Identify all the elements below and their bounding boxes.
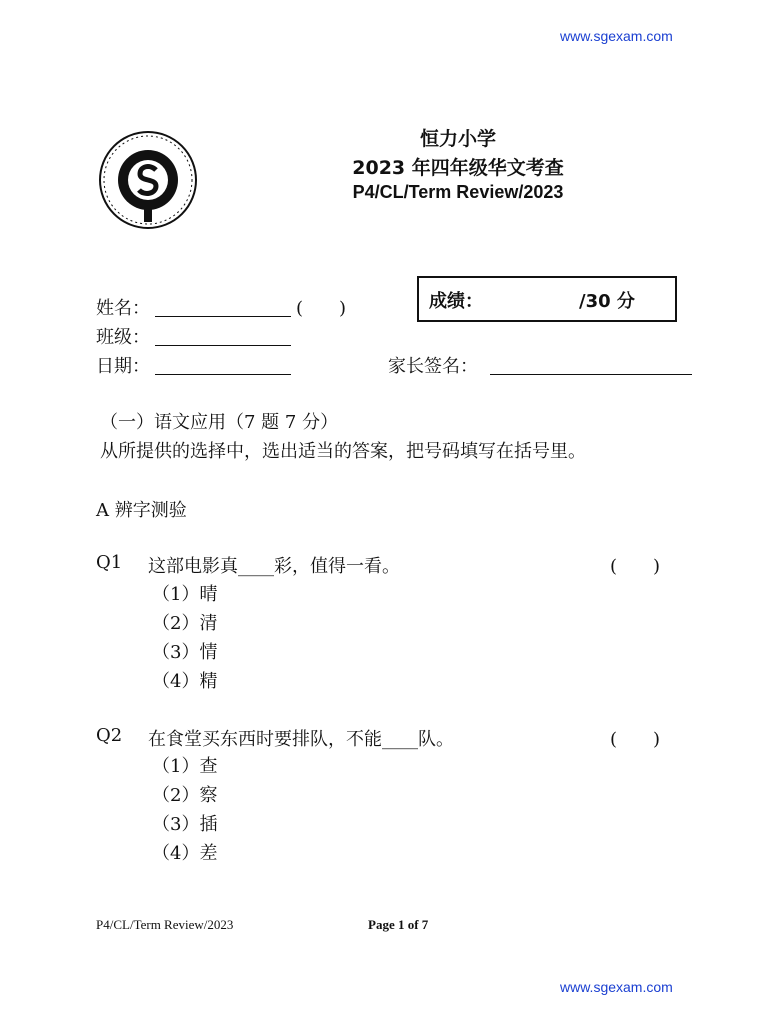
option: （1）查 <box>152 756 218 777</box>
name-field[interactable] <box>155 316 291 317</box>
option: （4）精 <box>152 671 218 692</box>
name-label: 姓名： <box>96 298 150 319</box>
watermark-top[interactable]: www.sgexam.com <box>560 28 673 44</box>
watermark-bottom[interactable]: www.sgexam.com <box>560 979 673 995</box>
answer-paren[interactable]: ( ) <box>610 556 661 577</box>
exam-title: 2023 年四年级华文考查 <box>352 157 564 179</box>
option: （3）插 <box>152 814 218 835</box>
question-number: Q1 <box>96 552 123 573</box>
school-logo-icon <box>98 130 198 230</box>
score-box <box>417 276 677 322</box>
option: （2）察 <box>152 785 218 806</box>
parent-signature-field[interactable] <box>490 374 692 375</box>
page-number: Page 1 of 7 <box>368 917 429 932</box>
question-text: 这部电影真____彩，值得一看。 <box>148 556 400 577</box>
score-label: 成绩： <box>429 291 483 312</box>
question-text: 在食堂买东西时要排队，不能____队。 <box>148 729 454 750</box>
option: （4）差 <box>152 843 218 864</box>
parent-signature-label: 家长签名： <box>388 356 478 377</box>
school-name: 恒力小学 <box>419 128 496 150</box>
footer-code: P4/CL/Term Review/2023 <box>96 917 234 932</box>
date-label: 日期： <box>96 356 150 377</box>
subsection-title: A 辨字测验 <box>96 500 187 521</box>
class-field[interactable] <box>155 345 291 346</box>
answer-paren[interactable]: ( ) <box>610 729 661 750</box>
class-label: 班级： <box>96 327 150 348</box>
score-total: /30 分 <box>579 291 635 312</box>
section-instruction: 从所提供的选择中，选出适当的答案，把号码填写在括号里。 <box>100 441 586 462</box>
option: （2）清 <box>152 613 218 634</box>
date-field[interactable] <box>155 374 291 375</box>
option: （1）晴 <box>152 584 218 605</box>
name-index-paren: ( ) <box>296 298 347 319</box>
exam-code: P4/CL/Term Review/2023 <box>352 182 564 202</box>
option: （3）情 <box>152 642 218 663</box>
question-number: Q2 <box>96 725 123 746</box>
section-title: （一）语文应用（7 题 7 分） <box>100 412 339 433</box>
